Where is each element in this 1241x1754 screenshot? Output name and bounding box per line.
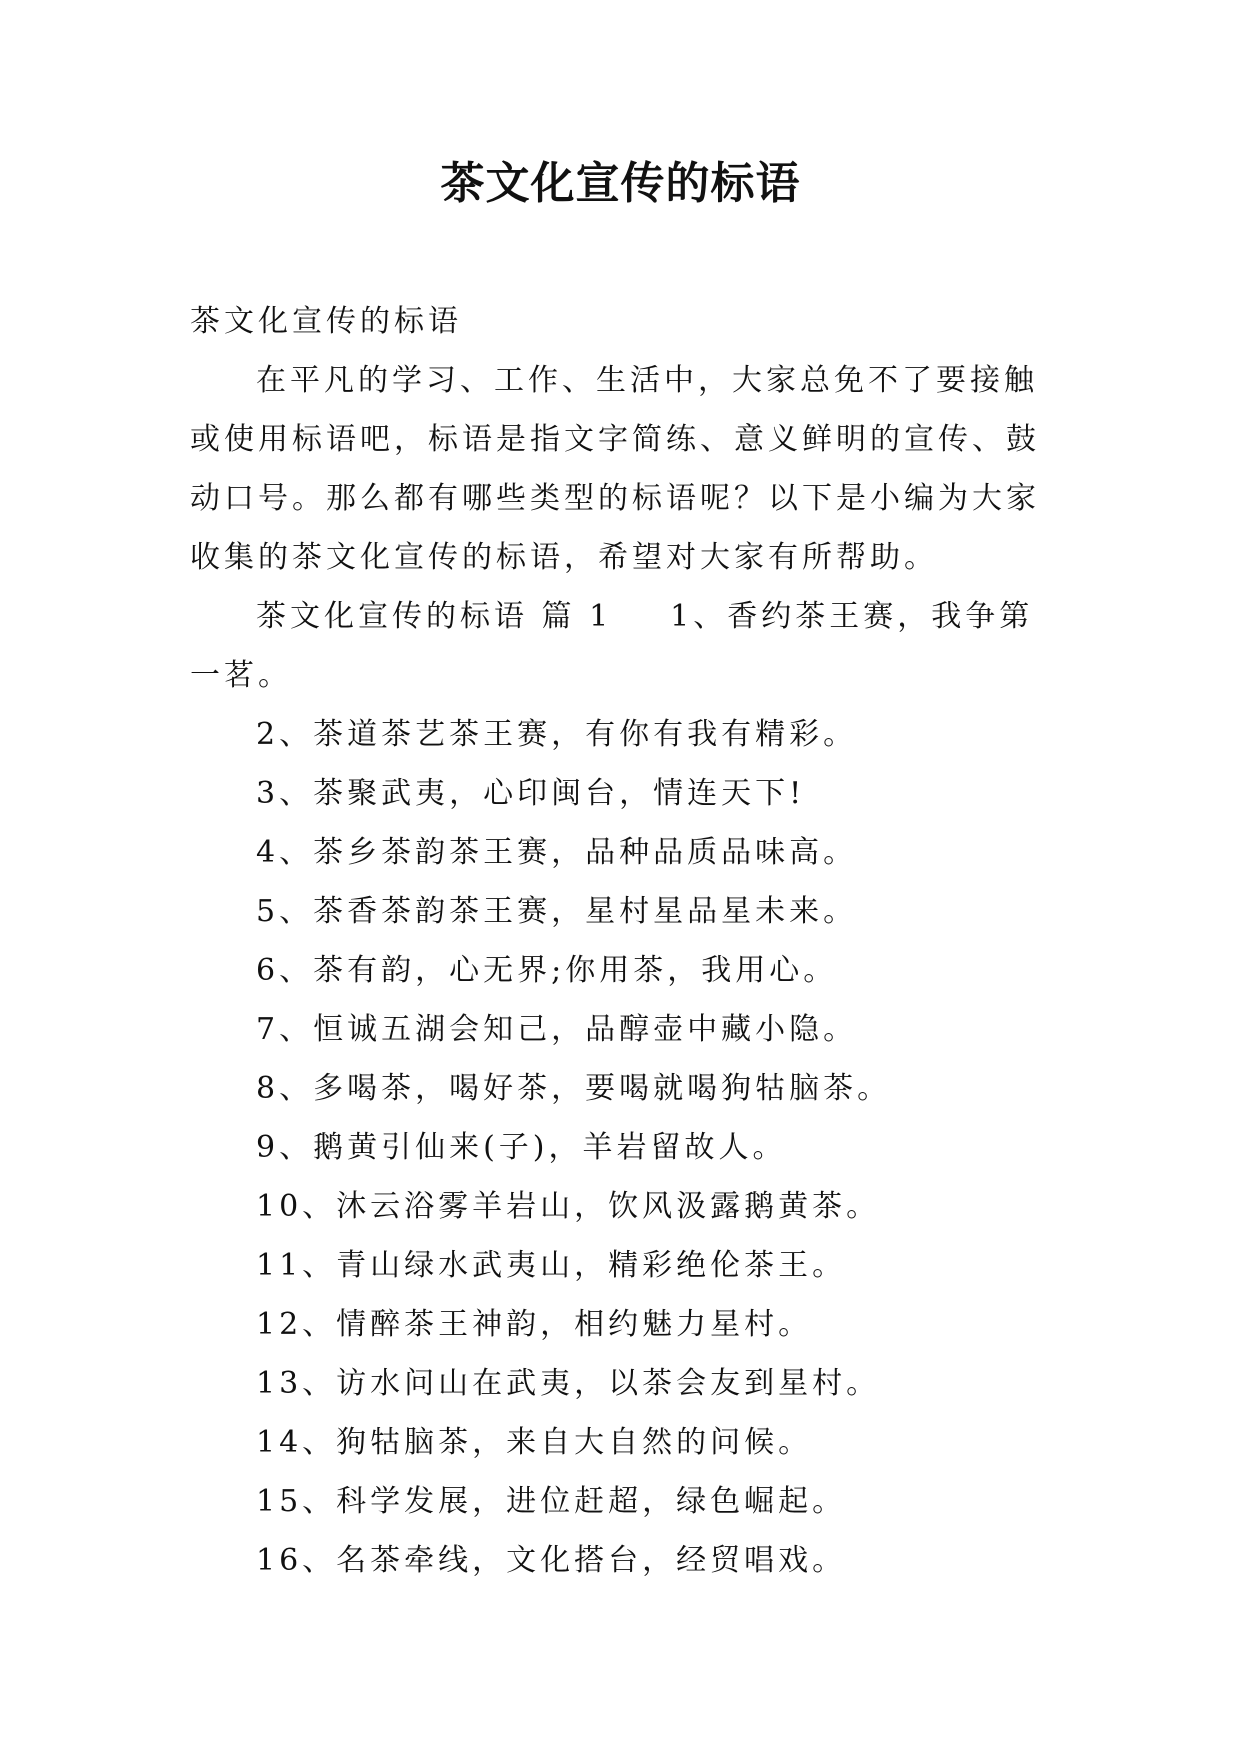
intro-paragraph: 在平凡的学习、工作、生活中，大家总免不了要接触或使用标语吧，标语是指文字简练、意义鲜明的宣传、鼓动口号。那么都有哪些类型的标语呢？以下是小编为大家收集的茶文化宣传的标语，希望对大家有所帮助。	[190, 363, 1040, 575]
list-item: 2、茶道茶艺茶王赛，有你有我有精彩。	[256, 717, 858, 752]
list-item: 15、科学发展，进位赶超，绿色崛起。	[256, 1484, 847, 1519]
list-item: 11、青山绿水武夷山，精彩绝伦茶王。	[256, 1248, 847, 1283]
document-body	[190, 292, 1052, 1590]
list-item: 12、情醉茶王神韵，相约魅力星村。	[256, 1307, 813, 1342]
list-item: 4、茶乡茶韵茶王赛，品种品质品味高。	[256, 835, 858, 870]
section-paragraph	[190, 587, 1052, 705]
list-item: 14、狗牯脑茶，来自大自然的问候。	[256, 1425, 813, 1460]
list-item: 8、多喝茶，喝好茶，要喝就喝狗牯脑茶。	[256, 1071, 892, 1106]
slogan-list	[190, 705, 1052, 1590]
list-item-1: 1、香约茶王赛，我争第一茗。	[190, 599, 1034, 693]
document-subtitle: 茶文化宣传的标语	[190, 304, 462, 339]
list-item: 3、茶聚武夷，心印闽台，情连天下!	[256, 776, 806, 811]
list-item: 9、鹅黄引仙来(子)，羊岩留故人。	[256, 1130, 787, 1165]
section-heading: 茶文化宣传的标语 篇 1	[256, 599, 613, 634]
list-item: 7、恒诚五湖会知己，品醇壶中藏小隐。	[256, 1012, 858, 1047]
document-title: 茶文化宣传的标语	[440, 158, 801, 209]
list-item: 10、沐云浴雾羊岩山，饮风汲露鹅黄茶。	[256, 1189, 881, 1224]
list-item: 16、名茶牵线，文化搭台，经贸唱戏。	[256, 1543, 847, 1578]
list-item: 6、茶有韵，心无界;你用茶，我用心。	[256, 953, 838, 988]
list-item: 5、茶香茶韵茶王赛，星村星品星未来。	[256, 894, 858, 929]
list-item: 13、访水问山在武夷，以茶会友到星村。	[256, 1366, 881, 1401]
